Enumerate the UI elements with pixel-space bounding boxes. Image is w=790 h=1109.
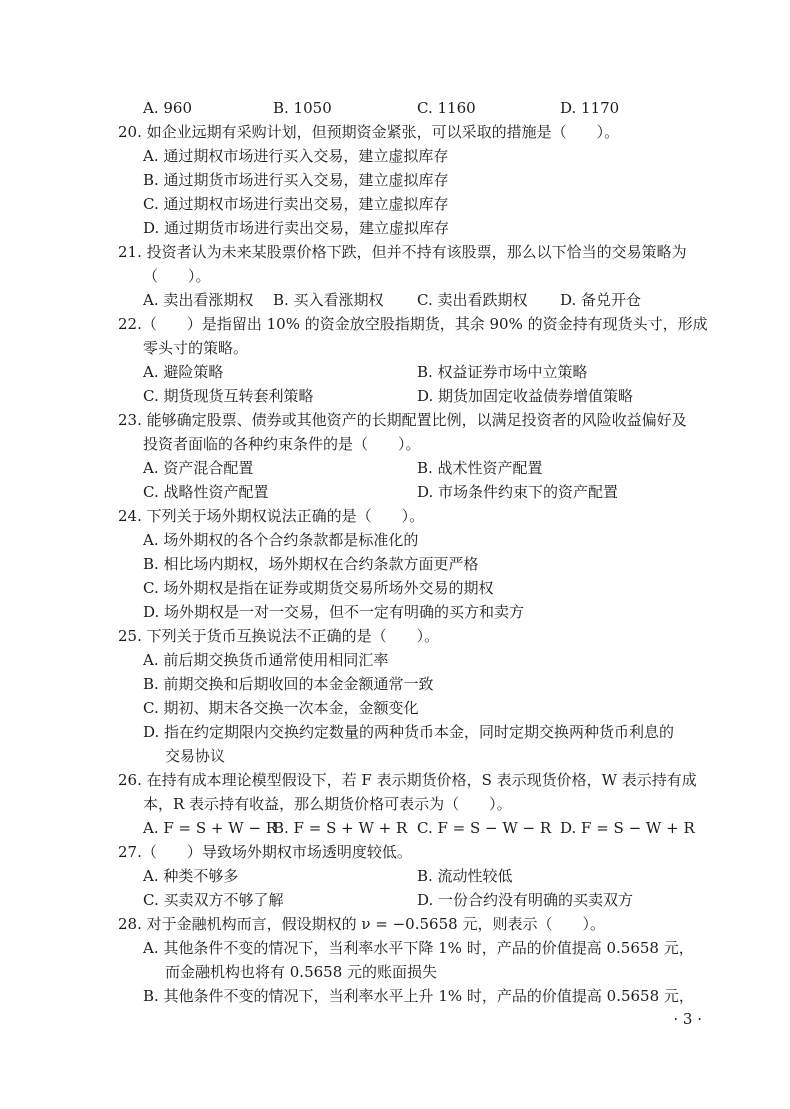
question-21-option-c: C. 卖出看跌期权 [417,291,528,309]
question-23-stem-cont: 投资者面临的各种约束条件的是（ ）。 [143,435,421,453]
question-22-option-c: C. 期货现货互转套利策略 [143,387,314,405]
question-27-option-a: A. 种类不够多 [143,867,239,885]
question-26-option-c: C. F = S − W − R [417,819,552,837]
question-22-stem-cont: 零头寸的策略。 [143,339,249,357]
question-25-stem: 25. 下列关于货币互换说法不正确的是（ ）。 [118,627,440,645]
question-26-stem: 26. 在持有成本理论模型假设下，若 F 表示期货价格，S 表示现货价格，W 表示持有成 [118,771,697,789]
question-20-option-d: D. 通过期货市场进行卖出交易，建立虚拟库存 [143,219,450,237]
question-27-option-b: B. 流动性较低 [417,867,513,885]
question-21-option-d: D. 备兑开仓 [560,291,642,309]
question-20-stem: 20. 如企业远期有采购计划，但预期资金紧张，可以采取的措施是（ ）。 [118,123,620,141]
question-26-option-a: A. F = S + W − R [143,819,278,837]
prev-option-b: B. 1050 [273,99,332,117]
question-25-option-b: B. 前期交换和后期收回的本金金额通常一致 [143,675,434,693]
question-28-stem: 28. 对于金融机构而言，假设期权的 ν = −0.5658 元，则表示（ ）。 [118,915,605,933]
question-26-stem-cont: 本，R 表示持有收益，那么期货价格可表示为（ ）。 [143,795,512,813]
prev-option-c: C. 1160 [417,99,476,117]
question-22-option-a: A. 避险策略 [143,363,224,381]
question-21-stem: 21. 投资者认为未来某股票价格下跌，但并不持有该股票，那么以下恰当的交易策略为 [118,243,687,261]
page-number: · 3 · [673,1010,702,1028]
question-24-option-c: C. 场外期权是指在证券或期货交易所场外交易的期权 [143,579,494,597]
question-20-option-c: C. 通过期权市场进行卖出交易，建立虚拟库存 [143,195,449,213]
question-24-stem: 24. 下列关于场外期权说法正确的是（ ）。 [118,507,425,525]
question-25-option-a: A. 前后期交换货币通常使用相同汇率 [143,651,389,669]
question-21-stem-cont: （ ）。 [143,267,211,285]
question-21-option-b: B. 买入看涨期权 [273,291,384,309]
question-20-option-a: A. 通过期权市场进行买入交易，建立虚拟库存 [143,147,449,165]
question-24-option-d: D. 场外期权是一对一交易，但不一定有明确的买方和卖方 [143,603,525,621]
question-28-option-a: A. 其他条件不变的情况下，当利率水平下降 1% 时，产品的价值提高 0.5658 元， [143,939,694,957]
question-27-option-c: C. 买卖双方不够了解 [143,891,284,909]
question-24-option-a: A. 场外期权的各个合约条款都是标准化的 [143,531,419,549]
question-26-option-d: D. F = S − W + R [560,819,695,837]
question-24-option-b: B. 相比场内期权，场外期权在合约条款方面更严格 [143,555,479,573]
prev-option-a: A. 960 [143,99,192,117]
question-23-option-b: B. 战术性资产配置 [417,459,543,477]
question-22-stem: 22.（ ）是指留出 10% 的资金放空股指期货，其余 90% 的资金持有现货头寸，形成 [118,315,708,333]
prev-option-d: D. 1170 [560,99,620,117]
question-25-option-c: C. 期初、期末各交换一次本金，金额变化 [143,699,419,717]
question-28-option-a-cont: 而金融机构也将有 0.5658 元的账面损失 [165,963,438,981]
question-23-option-c: C. 战略性资产配置 [143,483,269,501]
question-25-option-d: D. 指在约定期限内交换约定数量的两种货币本金，同时定期交换两种货币利息的 [143,723,675,741]
question-23-stem: 23. 能够确定股票、债券或其他资产的长期配置比例，以满足投资者的风险收益偏好及 [118,411,687,429]
question-26-option-b: B. F = S + W + R [273,819,408,837]
question-25-option-d-cont: 交易协议 [165,747,226,765]
question-21-option-a: A. 卖出看涨期权 [143,291,254,309]
question-23-option-d: D. 市场条件约束下的资产配置 [417,483,619,501]
question-28-option-b: B. 其他条件不变的情况下，当利率水平上升 1% 时，产品的价值提高 0.5658 元， [143,987,694,1005]
question-20-option-b: B. 通过期货市场进行买入交易，建立虚拟库存 [143,171,449,189]
question-22-option-d: D. 期货加固定收益债券增值策略 [417,387,634,405]
question-27-option-d: D. 一份合约没有明确的买卖双方 [417,891,634,909]
question-23-option-a: A. 资产混合配置 [143,459,254,477]
question-27-stem: 27.（ ）导致场外期权市场透明度较低。 [118,843,412,861]
question-22-option-b: B. 权益证券市场中立策略 [417,363,588,381]
